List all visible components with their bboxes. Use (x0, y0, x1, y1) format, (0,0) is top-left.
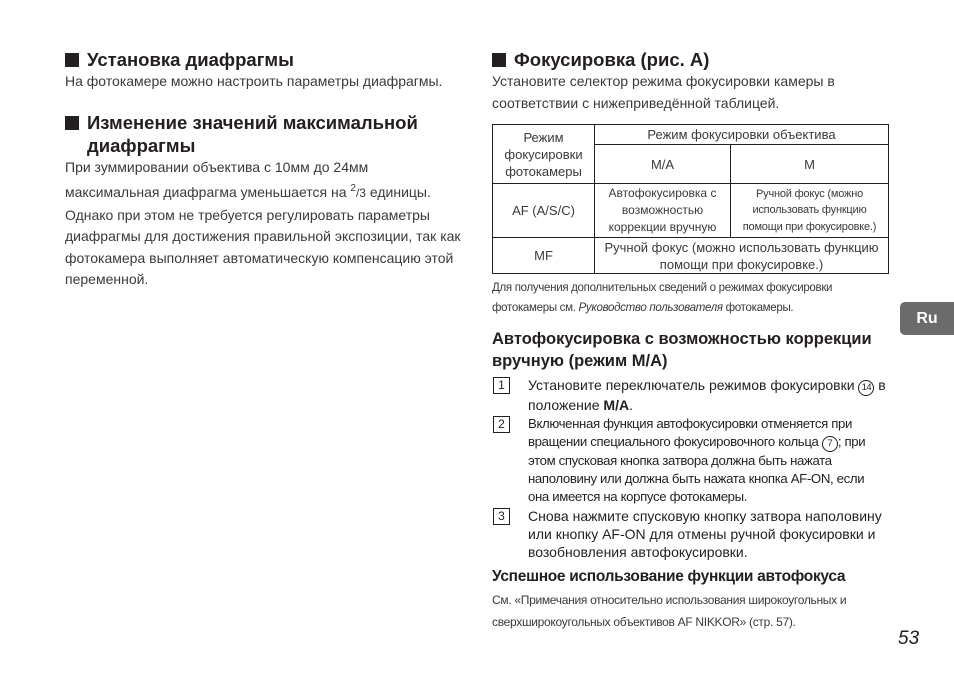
focusing-paragraph: Установите селектор режима фокусировки камеры в соответствии с нижеприведённой таблицей. (492, 73, 835, 111)
square-bullet-icon (492, 53, 506, 67)
heading-focusing: Фокусировка (рис. A) (492, 48, 888, 71)
circled-number-icon: 14 (858, 380, 874, 396)
table-mf-value: Ручной фокус (можно использовать функцию помощи при фокусировке.) (595, 238, 889, 274)
table-col-m: M (731, 145, 889, 184)
table-af-m: Ручной фокус (можно использовать функцию помощи при фокусировке.) (731, 184, 889, 238)
step-number-2: 2 (493, 416, 510, 433)
steps-list (492, 376, 888, 561)
aperture-paragraph: На фотокамере можно настроить параметры диафрагмы. (65, 73, 443, 89)
heading-manual-override-af: Автофокусировка с возможностью коррекции вручную (режим M/A) (492, 330, 872, 370)
heading-af-tips: Успешное использование функции автофокуса (492, 568, 846, 585)
step-1: 1 Установите переключатель режимов фокусировки 14 в положение M/A. (492, 376, 888, 414)
language-tab-ru: Ru (900, 302, 954, 335)
max-aperture-paragraph: При зуммировании объектива с 10мм до 24мм максимальная диафрагма уменьшается на $^2$/3 единицы. Однако при этом не требуется регулировать параметры диафрагмы для достижения правильной экспозиции, так как фотокамера выполняет автоматическую компенсацию этой переменной. (65, 158, 461, 287)
table-col-ma: M/A (595, 145, 731, 184)
focus-mode-table (492, 124, 889, 274)
heading-max-aperture: Изменение значений максимальной диафрагмы (65, 111, 465, 157)
step-number-1: 1 (493, 377, 510, 394)
table-mf-label: MF (493, 238, 595, 274)
fraction-denominator: /3 (355, 186, 366, 200)
circled-number-icon: 7 (822, 436, 838, 452)
square-bullet-icon (65, 53, 79, 67)
fraction-numerator: 2 (350, 183, 356, 194)
square-bullet-icon (65, 116, 79, 130)
table-col-group-header: Режим фокусировки объектива (595, 125, 889, 145)
left-column (65, 48, 465, 291)
right-column (492, 48, 888, 633)
user-manual-reference: Руководство пользователя (578, 302, 723, 314)
page-number: 53 (898, 628, 920, 649)
step-number-3: 3 (493, 508, 510, 525)
step-2: 2 Включенная функция автофокусировки отменяется при вращении специального фокусировочного кольца 7 ; при этом спусковая кнопка затвора должна быть нажата наполовину или должна быть нажата кнопка AF-ON, если она имеется на корпусе фотокамеры. (492, 415, 888, 506)
af-tips-paragraph: См. «Примечания относительно использования широкоугольных и сверхширокоугольных объективов AF NIKKOR» (стр. 57). (492, 593, 847, 629)
table-af-label: AF (A/S/C) (493, 184, 595, 238)
table-row-header: Режим фокусировки фотокамеры (493, 125, 595, 184)
table-af-ma: Автофокусировка с возможностью коррекции вручную (595, 184, 731, 238)
step-3: 3 Снова нажмите спусковую кнопку затвора наполовину или кнопку AF-ON для отмены ручной фокусировки и возобновления автофокусировки. (492, 507, 888, 561)
table-note: Для получения дополнительных сведений о режимах фокусировки фотокамеры см. Руководство пользователя фотокамеры. (492, 282, 833, 314)
heading-aperture-setting: Установка диафрагмы (65, 48, 465, 71)
